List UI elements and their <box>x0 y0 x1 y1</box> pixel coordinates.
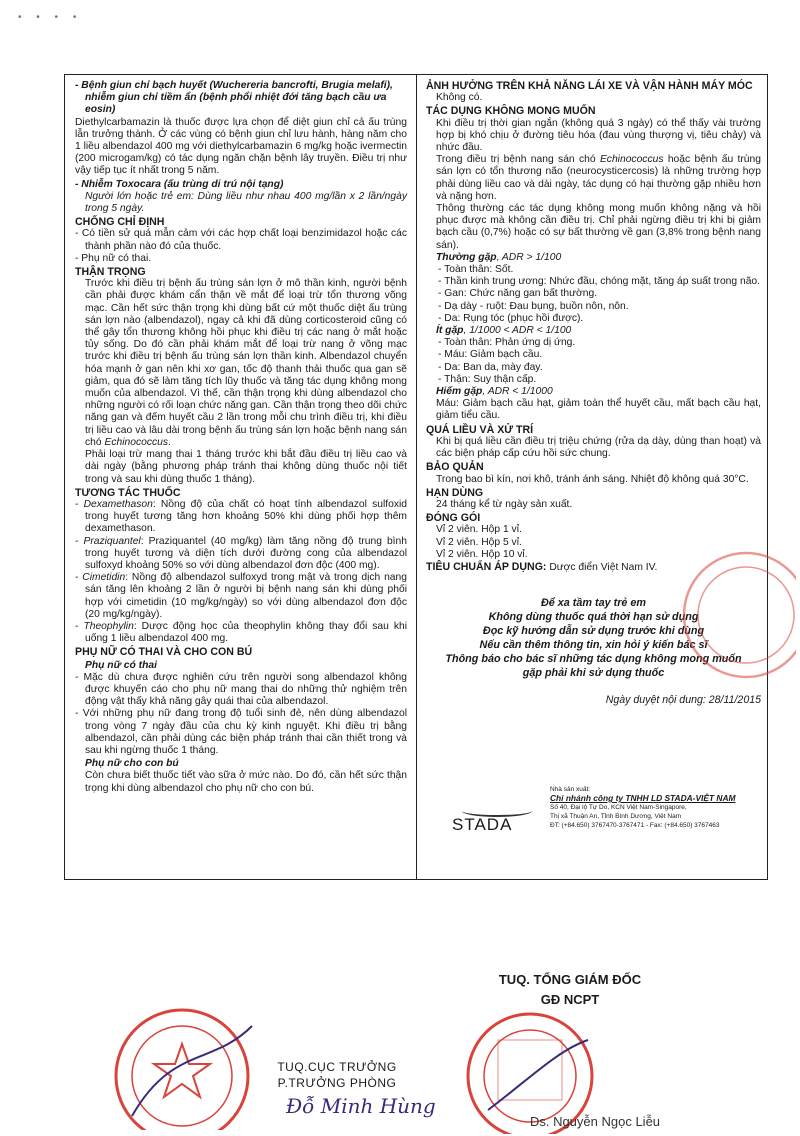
warning-line: Để xa tầm tay trẻ em <box>540 597 647 610</box>
warning-line: Nếu cần thêm thông tin, xin hỏi ý kiến bác sĩ <box>479 639 708 652</box>
lymph-title: - Bệnh giun chỉ bạch huyết (Wuchereria bancrofti, Brugia melafi), nhiễm giun chỉ tiềm ẩn (bệnh phổi nhiệt đới tăng bạch cầu ưa eosin) <box>75 80 393 116</box>
pregnancy-heading: PHỤ NỮ CÓ THAI VÀ CHO CON BÚ <box>75 646 253 659</box>
uncommon-adr-item: - Toàn thân: Phản ứng dị ứng. <box>438 337 576 349</box>
stada-logo <box>452 805 542 834</box>
packaging-item: Vỉ 2 viên. Hộp 10 vỉ. <box>436 548 528 560</box>
driving-text: Không có. <box>436 92 483 104</box>
pregnancy-item: - Với những phụ nữ đang trong độ tuổi sinh đẻ, nên dùng albendazol trong vòng 7 ngày đầu của chu kỳ kinh nguyệt. Khi điều trị bằng albendazol, cần phải dùng các biện pháp tránh thai cần thiết trong và sau khi ngừng thuốc 1 tháng. <box>75 708 407 756</box>
packaging-item: Vỉ 2 viên. Hộp 5 vỉ. <box>436 536 522 548</box>
left-signatory-name: Đỗ Minh Hùng <box>286 1094 436 1118</box>
lymph-text: Diethylcarbamazin là thuốc được lựa chọn để diệt giun chỉ cả ấu trùng lẫn trưởng thành. Ở các vùng có bệnh giun chỉ lưu hành, hàng năm cho 1 liều albendazol 400 mg với diethylcarbamazin 6 mg/kg hoặc ivermectin (200 microgam/kg) có tác dụng ngăn chặn bệnh lây truyền. Điều trị như vậy tiếp tục ít nhất trong 5 năm. <box>75 116 407 177</box>
adr-paragraph: Thông thường các tác dụng không mong muốn không nặng và hồi phục được mà không cần điều trị. Chỉ phải ngừng điều trị khi bị giảm bạch cầu (0,7%) hoặc có sự bất thường về gan (3,8% trong bệnh nang sán). <box>436 203 761 251</box>
review-date: Ngày duyệt nội dung: 28/11/2015 <box>605 694 761 707</box>
warning-line: Không dùng thuốc quá thời hạn sử dụng <box>488 611 699 624</box>
adr-paragraph: Trong điều trị bệnh nang sán chó Echinococcus hoặc bệnh ấu trùng sán lợn có tổn thương não (neurocysticercosis) là những trường hợp phải dùng liều cao và dài ngày, tác dụng có hại thường gặp nhiều hơn và nặng hơn. <box>436 154 761 202</box>
manufacturer-label: Nhà sản xuất: <box>550 786 591 793</box>
toxocara-title: - Nhiễm Toxocara (ấu trùng di trú nội tạng) <box>75 178 284 190</box>
scan-dots: • • • • <box>18 12 83 23</box>
adr-heading: TÁC DỤNG KHÔNG MONG MUỐN <box>426 105 596 118</box>
warning-line: gặp phải khi sử dụng thuốc <box>522 667 665 680</box>
packaging-heading: ĐÓNG GÓI <box>426 512 481 525</box>
left-signatory-subtitle: P.TRƯỞNG PHÒNG <box>277 1076 397 1090</box>
contra-item: - Phụ nữ có thai. <box>75 252 152 264</box>
toxocara-text: Người lớn hoặc trẻ em: Dùng liều như nhau 400 mg/lần x 2 lần/ngày trong 5 ngày. <box>85 190 407 215</box>
adr-paragraph: Khi điều trị thời gian ngắn (không quá 3 ngày) có thể thấy vài trường hợp bị khó chịu ở đường tiêu hóa (đau vùng thượng vị, tiêu chảy) và nhức đầu. <box>436 117 761 154</box>
contra-item: - Có tiền sử quá mẫn cảm với các hợp chất loại benzimidazol hoặc các thành phần nào đó của thuốc. <box>75 228 407 252</box>
lactation-subheading: Phụ nữ cho con bú <box>85 758 179 770</box>
common-adr-item: - Da: Rụng tóc (phục hồi được). <box>438 312 584 324</box>
rare-adr-text: Máu: Giảm bạch cầu hạt, giảm toàn thể huyết cầu, mất bạch cầu hạt, giảm tiểu cầu. <box>436 398 761 422</box>
pregnancy-subheading: Phụ nữ có thai <box>85 659 157 671</box>
interaction-item: - Cimetidin: Nồng độ albendazol sulfoxyd trong mật và trong dịch nang sán tăng lên khoảng 2 lần ở người bị bệnh nang sán khi dùng phối hợp với cimetidin (10 mg/kg/ngày) so với dùng albendazol đơn độc (20 mg/kg/ngày). <box>75 572 407 620</box>
interaction-item: - Praziquantel: Praziquantel (40 mg/kg) làm tăng nồng độ trung bình trong huyết tương và diện tích dưới đường cong của albendazol sulfoxyd khoảng 50% so với dùng albendazol đơn độc (400 mg). <box>75 535 407 571</box>
interaction-heading: TƯƠNG TÁC THUỐC <box>75 486 181 499</box>
left-signatory-title: TUQ.CỤC TRƯỞNG <box>277 1060 397 1074</box>
uncommon-adr-item: - Máu: Giảm bạch cầu. <box>438 349 543 361</box>
leaflet-sheet <box>64 74 768 880</box>
manufacturer-block <box>426 785 761 865</box>
manufacturer-info <box>550 785 764 830</box>
caution-paragraph: Phải loại trừ mang thai 1 tháng trước khi bắt đầu điều trị liều cao và dài ngày (bằng phương pháp tránh thai không dùng thuốc nội tiết trong và sau khi dùng thuốc 1 tháng). <box>85 449 407 485</box>
driving-heading: ẢNH HƯỞNG TRÊN KHẢ NĂNG LÁI XE VÀ VẬN HÀNH MÁY MÓC <box>426 80 753 92</box>
common-adr-item: - Thần kinh trung ương: Nhức đầu, chóng mặt, tăng áp suất trong não. <box>438 276 761 288</box>
overdose-heading: QUÁ LIỀU VÀ XỬ TRÍ <box>426 423 534 436</box>
storage-text: Trong bao bì kín, nơi khô, tránh ánh sáng. Nhiệt độ không quá 30°C. <box>436 473 749 485</box>
company-stamp-faded <box>676 540 796 690</box>
contra-heading: CHỐNG CHỈ ĐỊNH <box>75 216 165 229</box>
common-adr-item: - Gan: Chức năng gan bất thường. <box>438 288 598 300</box>
rare-adr-label: Hiếm gặp, ADR < 1/1000 <box>436 386 553 398</box>
warning-line: Đọc kỹ hướng dẫn sử dụng trước khi dùng <box>482 625 705 638</box>
left-column <box>75 79 407 795</box>
interaction-item: - Theophylin: Dược động học của theophylin không thay đổi sau khi uống 1 liều albendazol 400 mg. <box>75 620 407 645</box>
manufacturer-address: Số 40, Đại lộ Tự Do, KCN Việt Nam-Singapore, <box>550 804 687 811</box>
uncommon-adr-item: - Thận: Suy thận cấp. <box>438 373 537 385</box>
pregnancy-item: - Mặc dù chưa được nghiên cứu trên người song albendazol không được khuyến cáo cho phụ nữ mang thai do những thử nghiệm trên động vật thấy khả năng gây quái thai của albendazol. <box>75 671 408 708</box>
caution-heading: THẬN TRỌNG <box>75 266 146 279</box>
uncommon-adr-label: Ít gặp, 1/1000 < ADR < 1/100 <box>436 325 572 337</box>
common-adr-item: - Toàn thân: Sốt. <box>438 264 514 276</box>
interaction-item: - Dexamethason: Nồng độ của chất có hoạt tính albendazol sulfoxid trong huyết tương tăng hơn khoảng 50% khi dùng phối hợp thêm dexamethason. <box>75 498 407 535</box>
right-signatory-title: TUQ. TỔNG GIÁM ĐỐC <box>498 972 642 987</box>
right-signatory-name: Ds. Nguyễn Ngọc Liễu <box>529 1114 661 1129</box>
caution-paragraph: Trước khi điều trị bệnh ấu trùng sán lợn ở mô thần kinh, người bệnh cần phải được khám cẩn thận về mắt để loại trừ tổn thương võng mạc. Cần hết sức thận trọng khi dùng bất cứ một thuốc diệt ấu trùng sán lợn nào (albendazol), ngay cả khi đã dùng corticosteroid cũng có thể gây tổn thương không hồi phục khi điều trị các nang ở mắt hoặc tủy sống. Do đó cần phải khám mắt để loại trừ nang ở võng mạc trước khi điều trị bệnh ấu trùng sán lợn thần kinh. Albendazol chuyển hóa mạnh ở gan nên khi xơ gan, tốc độ thanh thải thuốc qua gan sẽ giảm, qua đó sẽ làm tăng tích lũy thuốc và tăng tác dụng không mong muốn của albendazol. Vì thế, cần thận trọng khi dùng albendazol cho những người có rối loạn chức năng gan. Cần thận trọng theo dõi chức năng gan và đếm huyết cầu 2 lần trong mỗi chu trình điều trị, khi điều trị liều cao và lâu dài trong bệnh ấu trùng sán lợn hoặc bệnh nang sán chó Echinococcus. <box>85 278 407 448</box>
storage-heading: BẢO QUẢN <box>426 461 484 474</box>
overdose-text: Khi bị quá liều cần điều trị triệu chứng (rửa dạ dày, dùng than hoạt) và các biện pháp cấp cứu hồi sức chung. <box>436 435 761 460</box>
expiry-heading: HẠN DÙNG <box>426 486 484 499</box>
common-adr-label: Thường gặp, ADR > 1/100 <box>436 251 562 263</box>
column-divider <box>416 75 417 879</box>
logo-wordmark: STADA <box>452 815 513 834</box>
uncommon-adr-item: - Da: Ban da, mày đay. <box>438 361 543 373</box>
manufacturer-phone: ĐT: (+84.650) 3767470-3767471 - Fax: (+84.650) 3767463 <box>550 822 720 829</box>
common-adr-item: - Dạ dày - ruột: Đau bụng, buồn nôn, nôn. <box>438 300 629 312</box>
warning-line: Thông báo cho bác sĩ những tác dụng không mong muốn <box>445 653 742 666</box>
manufacturer-name: Chi nhánh công ty TNHH LD STADA-VIỆT NAM <box>550 793 736 803</box>
lactation-text: Còn chưa biết thuốc tiết vào sữa ở mức nào. Do đó, cần hết sức thận trọng khi dùng albendazol cho phụ nữ cho con bú. <box>85 770 407 794</box>
expiry-text: 24 tháng kể từ ngày sản xuất. <box>436 498 573 510</box>
packaging-item: Vỉ 2 viên. Hộp 1 vỉ. <box>436 524 522 536</box>
ministry-stamp <box>112 1006 262 1130</box>
right-signatory-subtitle: GĐ NCPT <box>540 992 600 1007</box>
manufacturer-address: Thị xã Thuận An, Tỉnh Bình Dương, Việt Nam <box>550 813 682 820</box>
standard-line: TIÊU CHUẨN ÁP DỤNG: Dược điển Việt Nam IV. <box>426 560 658 573</box>
